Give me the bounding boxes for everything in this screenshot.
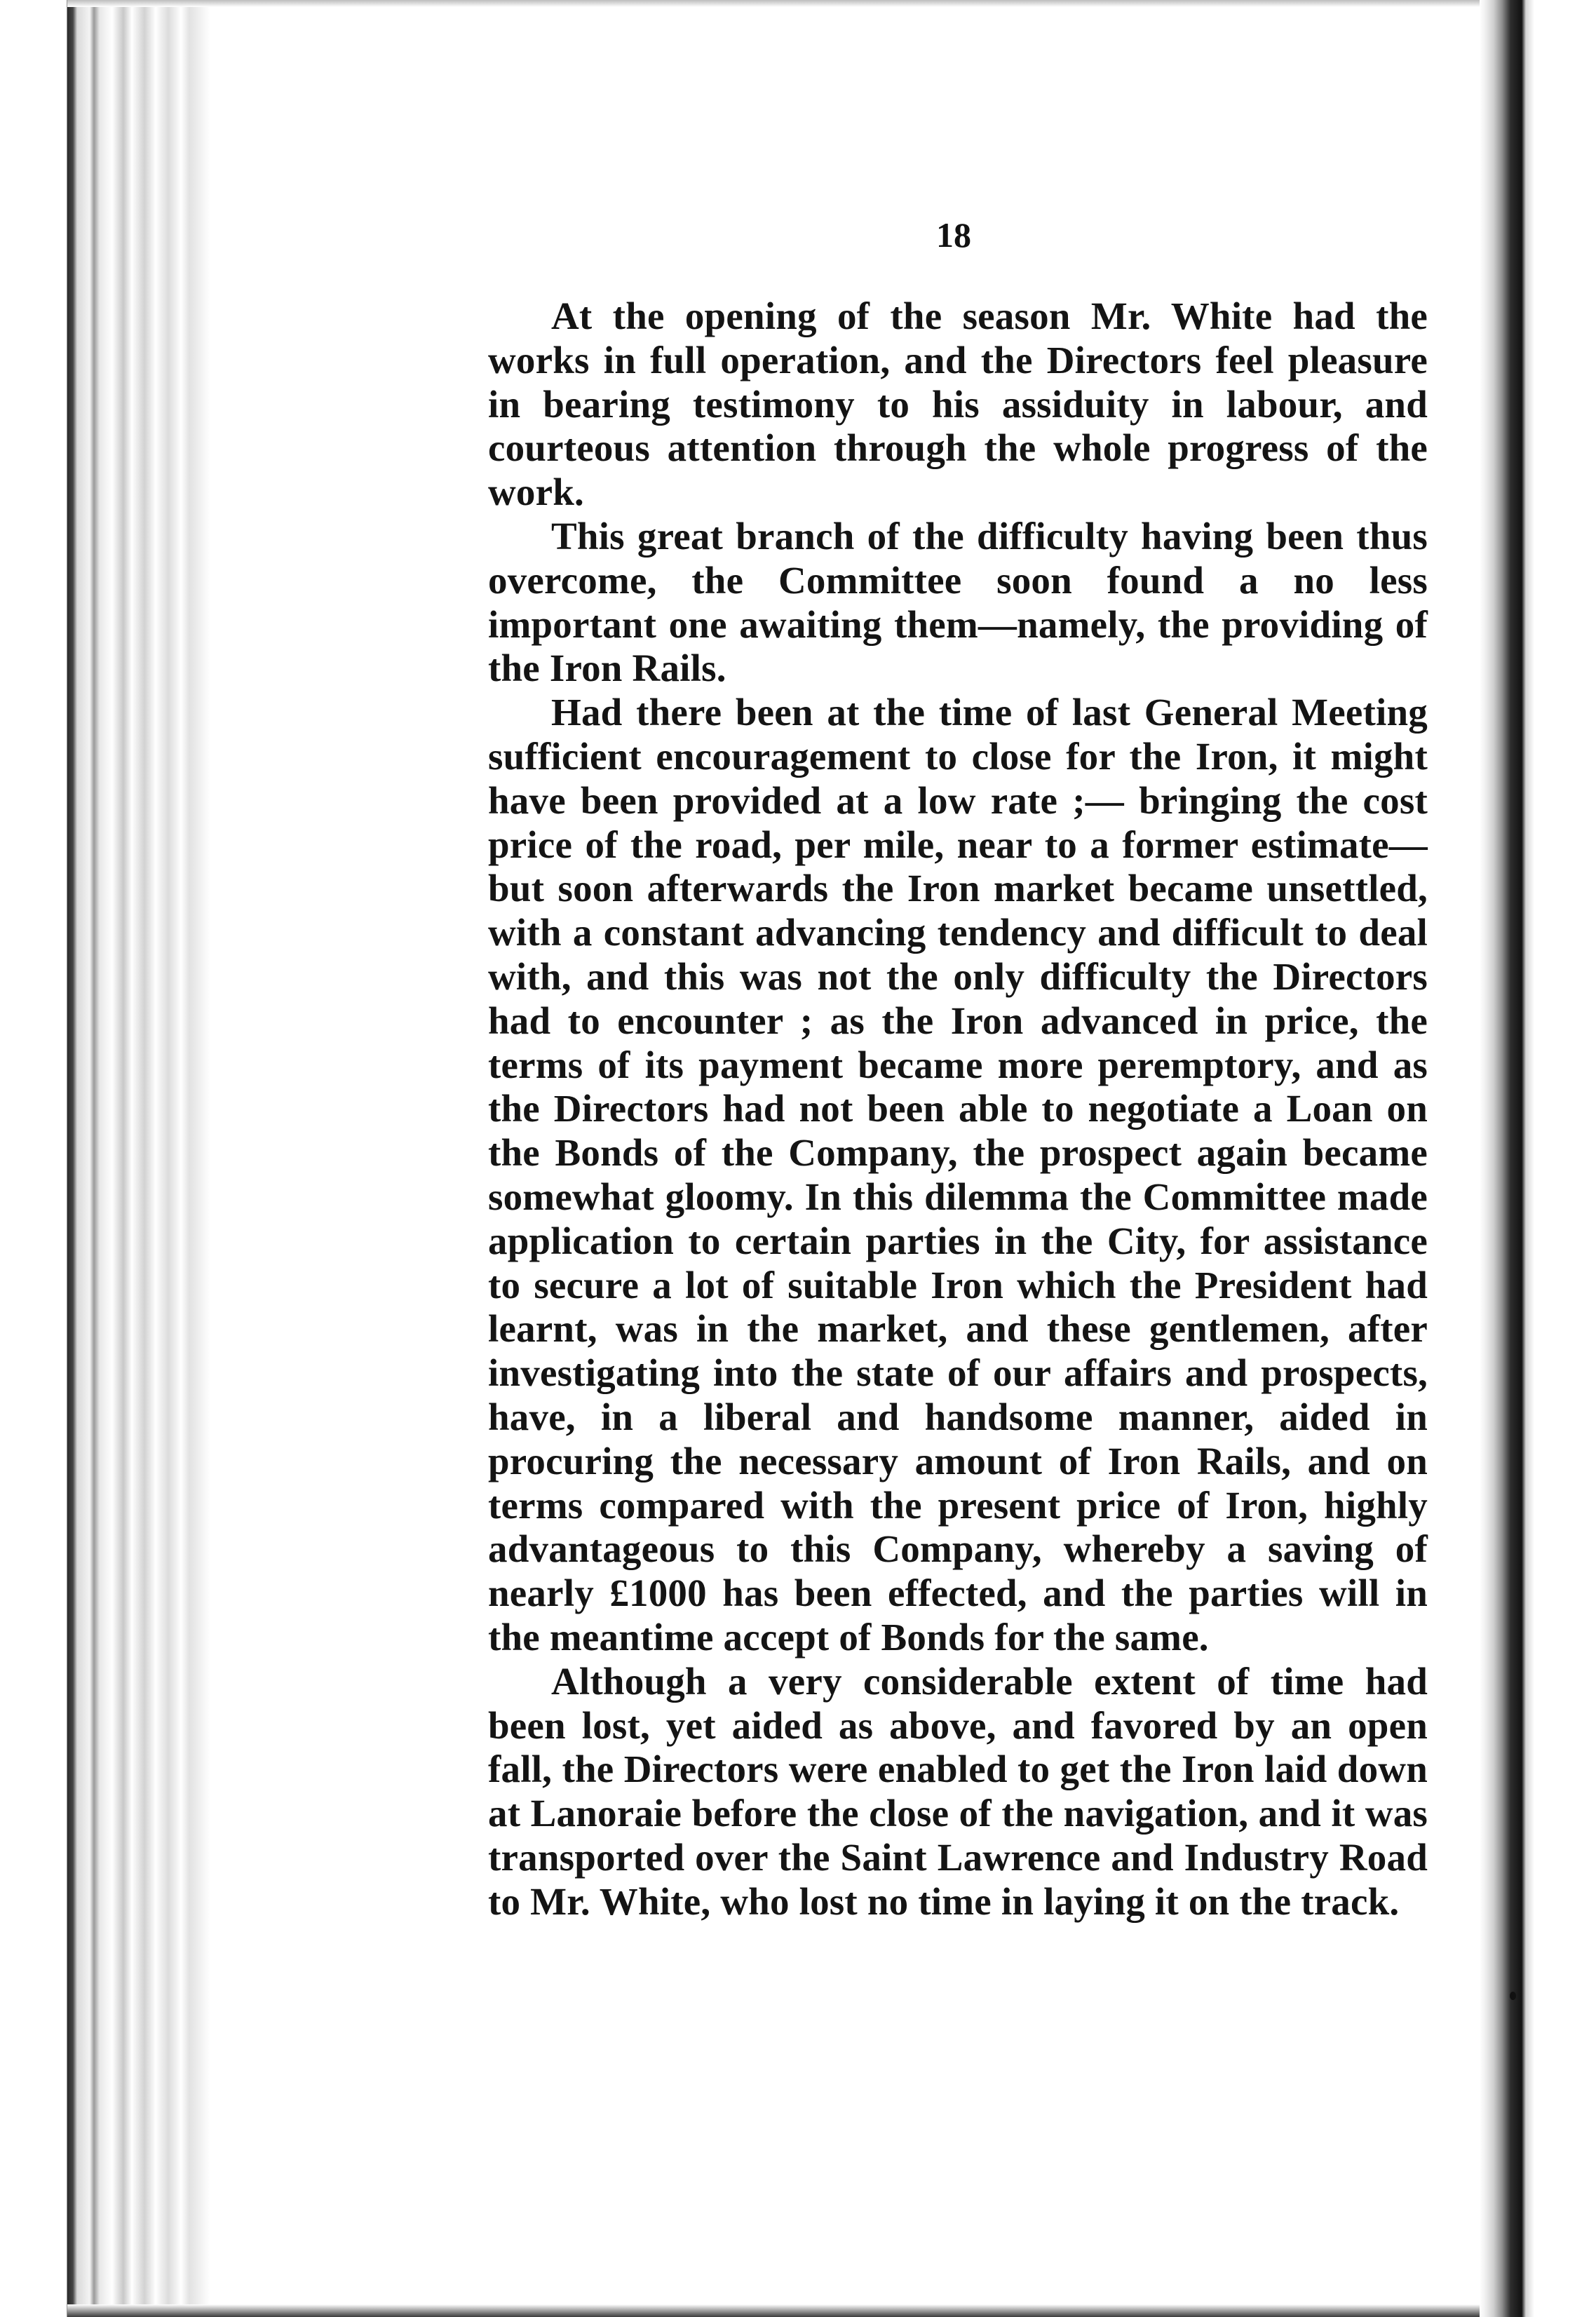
scan-speck [1510, 1992, 1516, 2000]
body-text [488, 295, 1428, 1924]
paragraph: This great branch of the difficulty having been thus overcome, the Committee soon found a no less important one awaiting them—namely, the providing of the Iron Rails. [488, 514, 1428, 690]
bottom-page-edge [67, 2304, 1561, 2317]
page-number: 18 [936, 215, 971, 255]
paragraph: Had there been at the time of last General Meeting sufficient encouragement to close for the Iron, it might have been provided at a low rate ;— bringing the cost price of the road, per mile, near to a former estimate—but soon afterwards the Iron market became unsettled, with a constant advancing tendency and difficult to deal with, and this was not the only difficulty the Directors had to encounter ; as the Iron advanced in price, the terms of its payment became more peremptory, and as the Directors had not been able to negotiate a Loan on the Bonds of the Company, the prospect again became somewhat gloomy. In this dilemma the Committee made application to certain parties in the City, for assistance to secure a lot of suitable Iron which the President had learnt, was in the market, and these gentlemen, after investigating into the state of our affairs and prospects, have, in a liberal and handsome manner, aided in procuring the necessary amount of Iron Rails, and on terms compared with the present price of Iron, highly advantageous to this Company, whereby a saving of nearly £1000 has been effected, and the parties will in the meantime accept of Bonds for the same. [488, 691, 1428, 1659]
left-page-edges [0, 0, 210, 2317]
paragraph: At the opening of the season Mr. White had the works in full operation, and the Directors feel pleasure in bearing testimony to his assiduity in labour, and courteous attention through the whole progress of the work. [488, 295, 1428, 514]
top-page-edge [67, 0, 1491, 7]
binding-gutter [1480, 0, 1596, 2317]
paragraph: Although a very considerable extent of time had been lost, yet aided as above, and favored by an open fall, the Directors were enabled to get the Iron laid down at Lanoraie before the close of the navigation, and it was transported over the Saint Lawrence and Industry Road to Mr. White, who lost no time in laying it on the track. [488, 1659, 1428, 1923]
